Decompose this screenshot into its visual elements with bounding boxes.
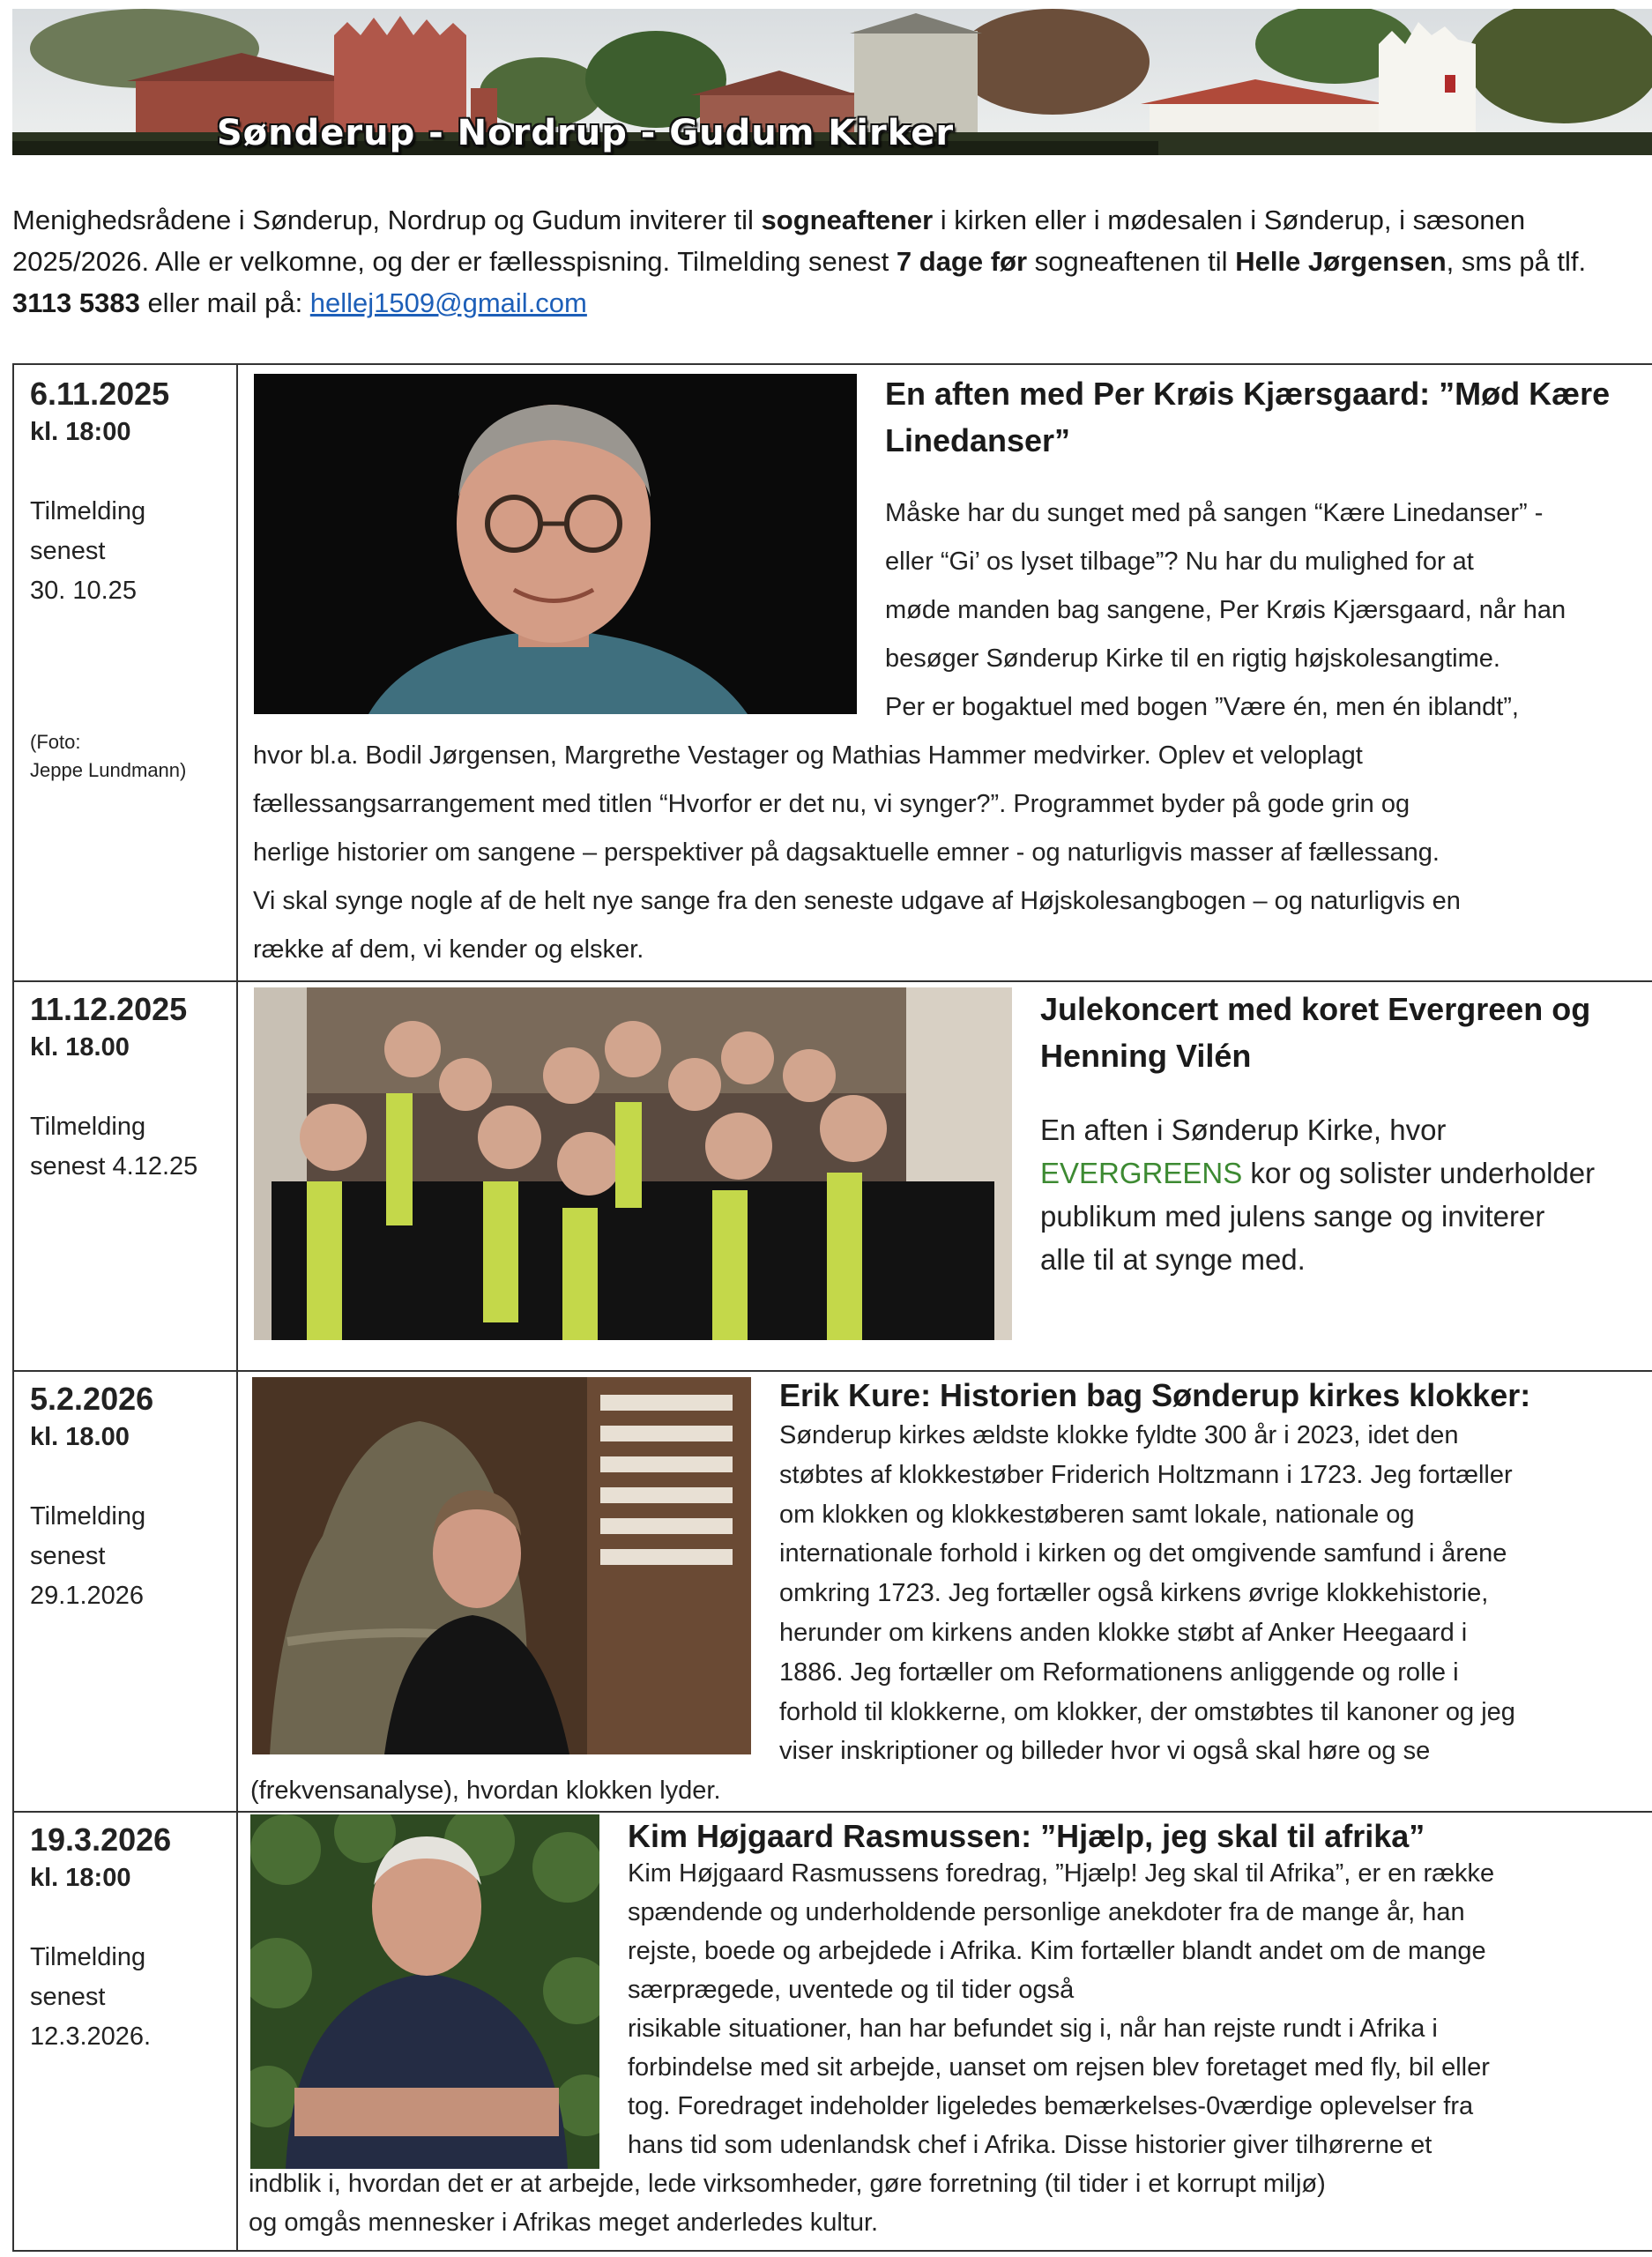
event-date: 11.12.2025 [30, 991, 188, 1027]
event-time: kl. 18:00 [30, 418, 131, 446]
registration-deadline: Tilmelding senest 30. 10.25 [30, 497, 146, 605]
event-title: En aften med Per Krøis Kjærsgaard: ”Mød Kære Linedanser” [885, 376, 1611, 458]
event-title: Erik Kure: Historien bag Sønderup kirkes klokker: [779, 1377, 1531, 1413]
church-banner [12, 9, 1652, 155]
event-title: Julekoncert med koret Evergreen og Henning Vilén [1040, 991, 1591, 1074]
portrait-photo [250, 1814, 599, 2169]
intro-paragraph: Menighedsrådene i Sønderup, Nordrup og Gudum inviterer til sogneaftener i kirken eller i mødesalen i Sønderup, i sæsonen 2025/2026. Alle er velkomne, og der er fællesspisning. Tilmelding senest 7 dage før sogneaftenen til Helle Jørgensen, sms på tlf. 3113 5383 eller mail på: hellej1509@gmail.com [12, 205, 1587, 318]
registration-deadline: Tilmelding senest 4.12.25 [30, 1113, 198, 1181]
event-row [14, 980, 1652, 1370]
registration-deadline: Tilmelding senest 29.1.2026 [30, 1502, 146, 1610]
event-row: 19.3.2026 kl. 18:00 Tilmelding senest 12.3.2026. Kim Højgaard Rasmussen: ”Hjælp, jeg skal til afrika” Kim Højgaard Rasmussens foredrag, ”Hjælp! Jeg skal til Afrika”, er en række spændende og underholdende personlige anekdoter fra de mange år, han rejste, boede og arbejdede i Afrika. Kim fortæller blandt andet om de mange særprægede, uventede og til tider også risikable situationer, han har befundet sig i, når han rejste rundt i Afrika i forbindelse med sit arbejde, uanset om rejsen blev foretaget med fly, bil eller tog. Foredraget indeholder ligeledes bemærkelses-0værdige oplevelser fra hans tid som udenlandsk chef i Afrika. Disse historier giver tilhørerne et indblik i, hvordan det er at arbejde, lede virksomheder, gøre forretning (til tider i et korrupt miljø) og omgås mennesker i Afrikas meget anderledes kultur. [14, 1811, 1652, 2250]
event-time: kl. 18.00 [30, 1033, 130, 1061]
banner-title: Sønderup - Nordrup - Gudum Kirker [216, 113, 955, 153]
photo-credit: (Foto: Jeppe Lundmann) [30, 731, 187, 781]
email-link[interactable]: hellej1509@gmail.com [309, 287, 587, 318]
events-table [12, 363, 1652, 2252]
choir-photo [254, 987, 1012, 1340]
event-row: 5.2.2026 kl. 18.00 Tilmelding senest 29.1.2026 Erik Kure: Historien bag Sønderup kirkes klokker: Sønderup kirkes ældste klokke fyldte 300 år i 2023, idet den støbtes af klokkestøber Friderich Holtzmann i 1723. Jeg fortæller om klokken og klokkestøberen samt lokale, nationale og internationale forhold i kirken og det omgivende samfund i årene omkring 1723. Jeg fortæller også kirkens øvrige klokkehistorie, herunder om kirkens anden klokke støbt af Anker Heegaard i 1886. Jeg fortæller om Reformationens anliggende og rolle i forhold til klokkerne, om klokker, der omstøbtes til kanoner og jeg viser inskriptioner og billeder hvor vi også skal høre og se (frekvensanalyse), hvordan klokken lyder. [14, 1370, 1652, 1811]
portrait-photo [254, 374, 857, 714]
evergreens-highlight: EVERGREENS [1040, 1157, 1243, 1189]
event-date: 19.3.2026 [30, 1821, 172, 1858]
event-time: kl. 18:00 [30, 1864, 131, 1892]
event-date: 6.11.2025 [30, 376, 170, 412]
bell-photo [252, 1377, 751, 1754]
event-description: En aften i Sønderup Kirke, hvor EVERGREENS kor og solister underholder publikum med julens sange og inviterer alle til at synge med. [1040, 1114, 1596, 1276]
event-date: 5.2.2026 [30, 1381, 154, 1417]
event-row: 6.11.2025 kl. 18:00 Tilmelding senest 30. 10.25 (Foto: Jeppe Lundmann) En aften med Per Krøis Kjærsgaard: ”Mød Kære Linedanser” Måske har du sunget med på sangen “Kære Linedanser” - eller “Gi’ os lyset tilbage”? Nu har du mulighed for at møde manden bag sangene, Per Krøis Kjærsgaard, når han besøger Sønderup Kirke til en rigtig højskolesangtime. Per er bogaktuel med bogen ”Være én, men én iblandt”, hvor bl.a. Bodil Jørgensen, Margrethe Vestager og Mathias Hammer medvirker. Oplev et veloplagt fællessangsarrangement med titlen “Hvorfor er det nu, vi synger?”. Programmet byder på gode grin og herlige historier om sangene – perspektiver på dagsaktuelle emner - og naturligvis masser af fællessang. Vi skal synge nogle af de helt nye sange fra den seneste udgave af Højskolesangbogen – og naturligvis en række af dem, vi kender og elsker. [14, 365, 1652, 980]
registration-deadline: Tilmelding senest 12.3.2026. [30, 1943, 152, 2051]
event-time: kl. 18.00 [30, 1423, 130, 1451]
event-title: Kim Højgaard Rasmussen: ”Hjælp, jeg skal til afrika” [628, 1818, 1425, 1854]
